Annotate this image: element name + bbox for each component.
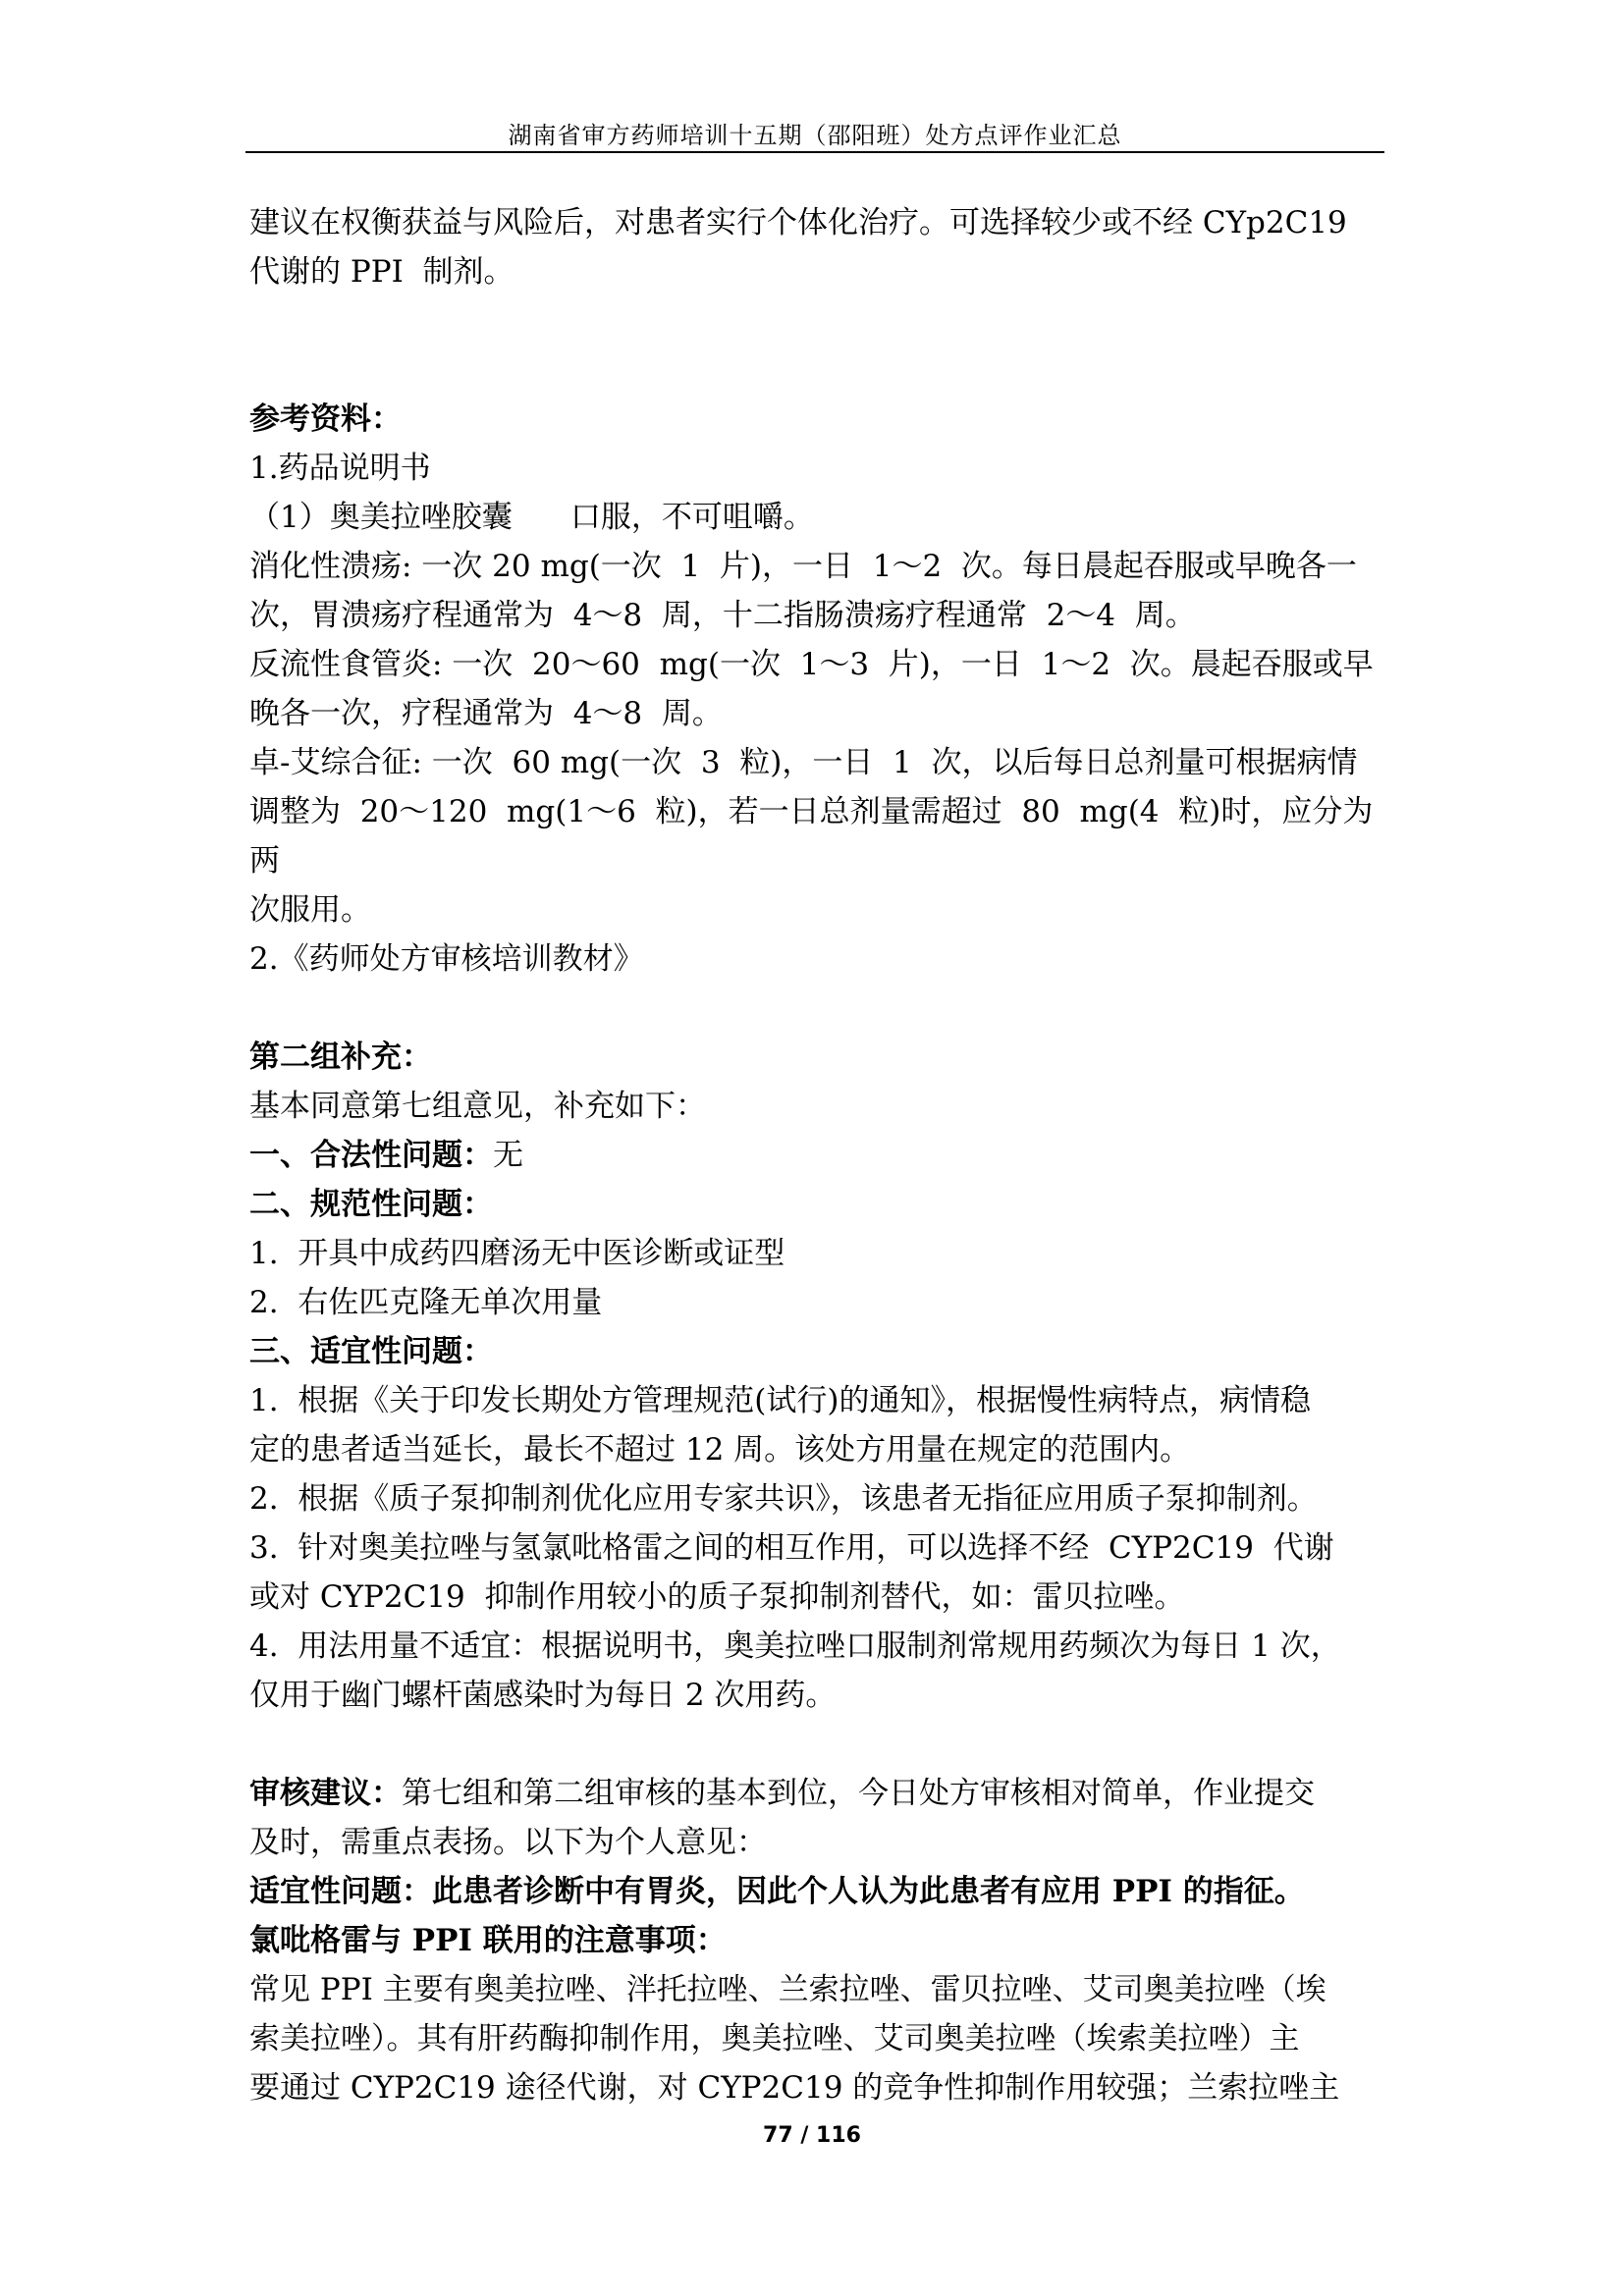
references-item-1: 1.药品说明书 xyxy=(249,451,431,486)
clopidogrel-ppi-heading: 氯吡格雷与 PPI 联用的注意事项： xyxy=(249,1923,727,1958)
references-heading: 参考资料： xyxy=(249,401,402,437)
ulcer-dosage-line-2: 次，胃溃疡疗程通常为 4～8 周，十二指肠溃疡疗程通常 2～4 周。 xyxy=(249,598,1196,633)
legality-value: 无 xyxy=(493,1138,523,1173)
norm-label: 二、规范性问题： xyxy=(249,1187,493,1222)
header-divider xyxy=(245,151,1384,153)
suit-item-2-line-1: 2. 根据《质子泵抑制剂优化应用专家共识》，该患者无指征应用质子泵抑制剂。 xyxy=(249,1481,1318,1517)
ulcer-dosage-line-1: 消化性溃疡: 一次 20 mg(一次 1 片)，一日 1～2 次。每日晨起吞服或早晚各一 xyxy=(249,549,1357,584)
suit-item-1-line-2: 定的患者适当延长，最长不超过 12 周。该处方用量在规定的范围内。 xyxy=(249,1432,1191,1468)
suit-label: 三、适宜性问题： xyxy=(249,1334,493,1369)
suit-item-4-line-2: 仅用于幽门螺杆菌感染时为每日 2 次用药。 xyxy=(249,1678,837,1713)
review-suitability-bold: 适宜性问题：此患者诊断中有胃炎，因此个人认为此患者有应用 PPI 的指征。 xyxy=(249,1874,1305,1909)
ppi-body-line-3: 要通过 CYP2C19 途径代谢，对 CYP2C19 的竞争性抑制作用较强；兰索拉唑主 xyxy=(249,2070,1340,2106)
legality-label: 一、合法性问题： xyxy=(249,1138,493,1173)
review-text-1: 第七组和第二组审核的基本到位，今日处方审核相对简单，作业提交 xyxy=(402,1776,1315,1811)
page-number: 77 / 116 xyxy=(763,2123,861,2148)
intro-line-2: 代谢的 PPI 制剂。 xyxy=(249,254,514,290)
review-line-1 xyxy=(249,1769,1388,1818)
reflux-dosage-line-1: 反流性食管炎: 一次 20～60 mg(一次 1～3 片)，一日 1～2 次。晨起吞服或早 xyxy=(249,647,1374,682)
group2-intro: 基本同意第七组意见，补充如下： xyxy=(249,1089,706,1124)
norm-item-1: 1. 开具中成药四磨汤无中医诊断或证型 xyxy=(249,1236,785,1271)
document-body xyxy=(249,198,1388,2112)
review-label: 审核建议： xyxy=(249,1776,402,1811)
legality-row xyxy=(249,1131,1388,1180)
suit-item-3-line-2: 或对 CYP2C19 抑制作用较小的质子泵抑制剂替代，如：雷贝拉唑。 xyxy=(249,1579,1185,1615)
suit-item-4-line-1: 4. 用法用量不适宜：根据说明书，奥美拉唑口服制剂常规用药频次为每日 1 次， xyxy=(249,1629,1341,1664)
zollinger-dosage-line-3: 次服用。 xyxy=(249,892,371,928)
group2-heading: 第二组补充： xyxy=(249,1040,432,1075)
suit-item-1-line-1: 1. 根据《关于印发长期处方管理规范(试行)的通知》，根据慢性病特点，病情稳 xyxy=(249,1383,1311,1418)
intro-line-1: 建议在权衡获益与风险后，对患者实行个体化治疗。可选择较少或不经 CYp2C19 xyxy=(249,205,1347,240)
page-header-title: 湖南省审方药师培训十五期（邵阳班）处方点评作业汇总 xyxy=(508,122,1122,149)
ppi-body-line-2: 索美拉唑）。其有肝药酶抑制作用，奥美拉唑、艾司奥美拉唑（埃索美拉唑）主 xyxy=(249,2021,1300,2056)
reflux-dosage-line-2: 晚各一次，疗程通常为 4～8 周。 xyxy=(249,696,723,731)
zollinger-dosage-line-1: 卓-艾综合征: 一次 60 mg(一次 3 粒)，一日 1 次，以后每日总剂量可根据病情 xyxy=(249,745,1358,780)
suit-item-3-line-1: 3. 针对奥美拉唑与氢氯吡格雷之间的相互作用，可以选择不经 CYP2C19 代谢 xyxy=(249,1530,1334,1566)
references-item-1-sub: （1）奥美拉唑胶囊 口服，不可咀嚼。 xyxy=(249,500,814,535)
review-line-2: 及时，需重点表扬。以下为个人意见： xyxy=(249,1825,767,1860)
references-item-2: 2.《药师处方审核培训教材》 xyxy=(249,941,644,977)
ppi-body-line-1: 常见 PPI 主要有奥美拉唑、泮托拉唑、兰索拉唑、雷贝拉唑、艾司奥美拉唑（埃 xyxy=(249,1972,1326,2007)
zollinger-dosage-line-2: 调整为 20～120 mg(1～6 粒)，若一日总剂量需超过 80 mg(4 粒)时，应分为两 xyxy=(249,794,1374,879)
norm-item-2: 2. 右佐匹克隆无单次用量 xyxy=(249,1285,603,1320)
